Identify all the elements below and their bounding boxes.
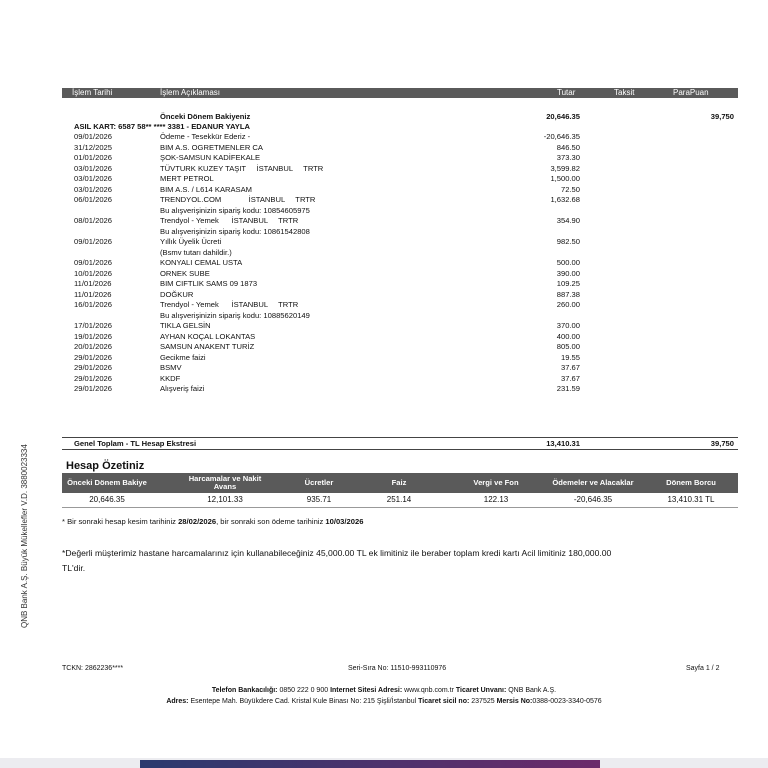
summary-header-prev: Önceki Dönem Bakiye: [67, 478, 147, 487]
brand-stripe: [140, 760, 600, 768]
summary-header-spend: Harcamalar ve Nakit Avans: [188, 474, 262, 491]
row-amount: 805.00: [556, 342, 580, 351]
grand-total-points: 39,750: [710, 439, 734, 448]
row-description: AYHAN KOÇAL LOKANTAS: [160, 331, 256, 341]
row-date: 29/01/2026: [74, 363, 113, 372]
phone: 0850 222 0 900: [277, 687, 331, 694]
row-description: SAMSUN ANAKENT TURİZ: [160, 342, 255, 351]
summary-header-fees: Ücretler: [304, 478, 334, 487]
table-row: [62, 362, 738, 373]
row-description: Gecikme faizi: [160, 352, 206, 362]
header-installment: Taksit: [614, 88, 635, 97]
table-row: [62, 226, 738, 237]
summary-title: Hesap Özetiniz: [66, 460, 145, 472]
row-amount: 982.50: [556, 237, 580, 246]
row-date: 17/01/2026: [74, 321, 113, 330]
row-date: 03/01/2026: [74, 163, 113, 173]
row-date: 19/01/2026: [74, 331, 113, 341]
row-amount: 354.90: [556, 216, 580, 225]
grand-total-row: [62, 438, 738, 449]
row-description: Bu alışverişinizin sipariş kodu: 10861542808: [160, 226, 310, 236]
row-amount: 370.00: [556, 321, 580, 330]
row-date: 31/12/2025: [74, 142, 113, 152]
row-description: BIM CIFTLIK SAMS 09 1873: [160, 279, 258, 288]
table-row: [62, 184, 738, 195]
row-date: 06/01/2026: [74, 195, 113, 204]
summary-header-payments: Ödemeler ve Alacaklar: [552, 478, 634, 487]
next-cut-date: 28/02/2026: [178, 517, 217, 526]
row-amount: 846.50: [556, 142, 580, 152]
previous-balance-amount: 20,646.35: [546, 112, 580, 121]
row-date: 20/01/2026: [74, 342, 113, 351]
grand-total-label: Genel Toplam - TL Hesap Ekstresi: [74, 439, 197, 448]
table-row: [62, 205, 738, 216]
divider: [62, 449, 738, 450]
row-date: 09/01/2026: [74, 132, 113, 141]
side-legal-text: QNB Bank A.Ş. Büyük Mükellefler V.D. 3880023334: [20, 444, 29, 628]
table-row: [62, 152, 738, 163]
row-description: DOĞKUR: [160, 289, 194, 299]
row-description: BIM A.S. OGRETMENLER CA: [160, 142, 263, 152]
summary-value-debt: 13,410.31 TL: [667, 495, 715, 504]
next-due-prefix: , bir sonraki son ödeme tarihiniz: [216, 517, 326, 526]
summary-value-payments: -20,646.35: [573, 495, 613, 504]
table-row: [62, 278, 738, 289]
mersis-label: Mersis No:: [496, 698, 533, 705]
table-row: [62, 163, 738, 174]
row-description: Trendyol - Yemek İSTANBUL TRTR: [160, 216, 299, 225]
summary-value-spend: 12,101.33: [207, 495, 243, 504]
table-row: [62, 131, 738, 142]
company-label: Ticaret Unvanı:: [455, 687, 507, 694]
row-amount: 231.59: [556, 384, 580, 393]
table-row: [62, 257, 738, 268]
tckn: TCKN: 2862236****: [62, 665, 124, 672]
grand-total-amount: 13,410.31: [546, 439, 580, 448]
serial-number: Seri-Sıra No: 11510-993110976: [348, 665, 447, 672]
row-amount: 373.30: [556, 153, 580, 162]
row-amount: -20,646.35: [543, 132, 580, 141]
row-description: Yıllık Üyelik Ücreti: [160, 237, 222, 246]
row-date: 01/01/2026: [74, 153, 113, 162]
table-row: [62, 142, 738, 153]
summary-header-debt: Dönem Borcu: [666, 478, 716, 487]
header-points: ParaPuan: [673, 88, 709, 97]
summary-header-tax: Vergi ve Fon: [473, 478, 519, 487]
web-label: Internet Sitesi Adresi:: [330, 687, 403, 694]
row-description: (Bsmv tutarı dahildir.): [160, 247, 232, 257]
table-row: [62, 310, 738, 321]
summary-value-prev: 20,646.35: [89, 495, 125, 504]
row-date: 09/01/2026: [74, 258, 113, 267]
row-amount: 37.67: [560, 363, 580, 372]
row-description: TRENDYOL.COM İSTANBUL TRTR: [160, 195, 316, 204]
row-amount: 3,599.82: [550, 163, 580, 173]
row-amount: 500.00: [556, 258, 580, 267]
previous-balance-points: 39,750: [710, 112, 734, 121]
row-amount: 887.38: [556, 289, 580, 299]
table-row: [62, 236, 738, 247]
row-amount: 260.00: [556, 300, 580, 309]
table-row: [62, 373, 738, 384]
row-date: 10/01/2026: [74, 268, 113, 278]
row-date: 29/01/2026: [74, 373, 113, 383]
phone-label: Telefon Bankacılığı:: [211, 687, 278, 694]
row-description: TÜVTURK KUZEY TAŞIT İSTANBUL TRTR: [160, 163, 324, 173]
next-cut-prefix: * Bir sonraki hesap kesim tarihiniz: [62, 517, 179, 526]
row-amount: 37.67: [560, 373, 580, 383]
company: QNB Bank A.Ş.: [506, 687, 557, 694]
table-header: [62, 88, 738, 98]
row-amount: 390.00: [556, 268, 580, 278]
row-description: BIM A.S. / L614 KARASAM: [160, 184, 253, 194]
summary-value-fees: 935.71: [306, 495, 332, 504]
previous-balance-label: Önceki Dönem Bakiyeniz: [160, 112, 251, 121]
row-amount: 400.00: [556, 331, 580, 341]
summary-value-tax: 122.13: [483, 495, 509, 504]
row-description: Trendyol - Yemek İSTANBUL TRTR: [160, 300, 299, 309]
table-row: [62, 331, 738, 342]
row-date: 11/01/2026: [74, 279, 112, 288]
row-amount: 109.25: [556, 279, 580, 288]
table-row: [62, 247, 738, 258]
row-description: KONYALI CEMAL USTA: [160, 258, 243, 267]
header-date: İşlem Tarihi: [72, 88, 113, 97]
row-date: 03/01/2026: [74, 174, 113, 183]
limit-note-line1: *Değerli müşterimiz hastane harcamalarınız için kullanabileceğiniz 45,000.00 TL ek limitiniz ile beraber toplam kredi kartı Acil limitiniz 180,000.00: [62, 548, 612, 558]
table-row: [62, 268, 738, 279]
page-number: Sayfa 1 / 2: [686, 665, 720, 672]
footer-address: [0, 698, 768, 705]
row-description: TIKLA GELSİN: [160, 321, 211, 330]
row-date: 08/01/2026: [74, 216, 113, 225]
row-date: 16/01/2026: [74, 300, 113, 309]
registry-label: Ticaret sicil no:: [418, 698, 470, 705]
row-date: 29/01/2026: [74, 384, 113, 393]
footer-contact: [0, 687, 768, 694]
table-row: [62, 320, 738, 331]
row-date: 09/01/2026: [74, 237, 113, 246]
row-date: 29/01/2026: [74, 352, 113, 362]
row-amount: 1,500.00: [550, 174, 580, 183]
row-amount: 19.55: [560, 352, 580, 362]
table-row: [62, 352, 738, 363]
table-row: [62, 299, 738, 310]
row-description: Bu alışverişinizin sipariş kodu: 10854605975: [160, 205, 310, 215]
row-description: Alışveriş faizi: [160, 384, 205, 393]
header-description: İşlem Açıklaması: [160, 88, 221, 97]
summary-header-interest: Faiz: [391, 478, 407, 487]
row-date: 03/01/2026: [74, 184, 113, 194]
table-row: [62, 215, 738, 226]
next-dates-note: [62, 517, 363, 526]
summary-header: [62, 473, 738, 493]
row-amount: 1,632.68: [550, 195, 580, 204]
table-row: [62, 194, 738, 205]
row-description: ORNEK SUBE: [160, 268, 210, 278]
summary-value-interest: 251.14: [386, 495, 412, 504]
row-description: ŞOK-SAMSUN KADİFEKALE: [160, 153, 261, 162]
header-amount: Tutar: [557, 88, 576, 97]
limit-note-line2: TL'dir.: [62, 563, 86, 573]
divider: [62, 507, 738, 508]
row-amount: 72.50: [560, 184, 580, 194]
registry: 237525: [469, 698, 497, 705]
address-label: Adres:: [166, 698, 189, 705]
table-row: [62, 289, 738, 300]
row-date: 11/01/2026: [74, 289, 112, 299]
address: Esentepe Mah. Büyükdere Cad. Kristal Kule Binası No: 215 Şişli/İstanbul: [188, 698, 419, 705]
mersis: 0388-0023-3340-0576: [532, 698, 602, 705]
table-row: [62, 383, 738, 394]
web: www.qnb.com.tr: [402, 687, 456, 694]
row-description: Ödeme - Tesekkür Ederiz -: [160, 132, 251, 141]
row-description: KKDF: [160, 373, 181, 383]
row-description: Bu alışverişinizin sipariş kodu: 10885620149: [160, 310, 310, 320]
next-due-date: 10/03/2026: [325, 517, 364, 526]
card-owner: ASIL KART: 6587 58** **** 3381 - EDANUR YAYLA: [74, 122, 250, 131]
table-row: [62, 173, 738, 184]
row-description: MERT PETROL: [160, 174, 214, 183]
table-row: [62, 341, 738, 352]
row-description: BSMV: [160, 363, 182, 372]
